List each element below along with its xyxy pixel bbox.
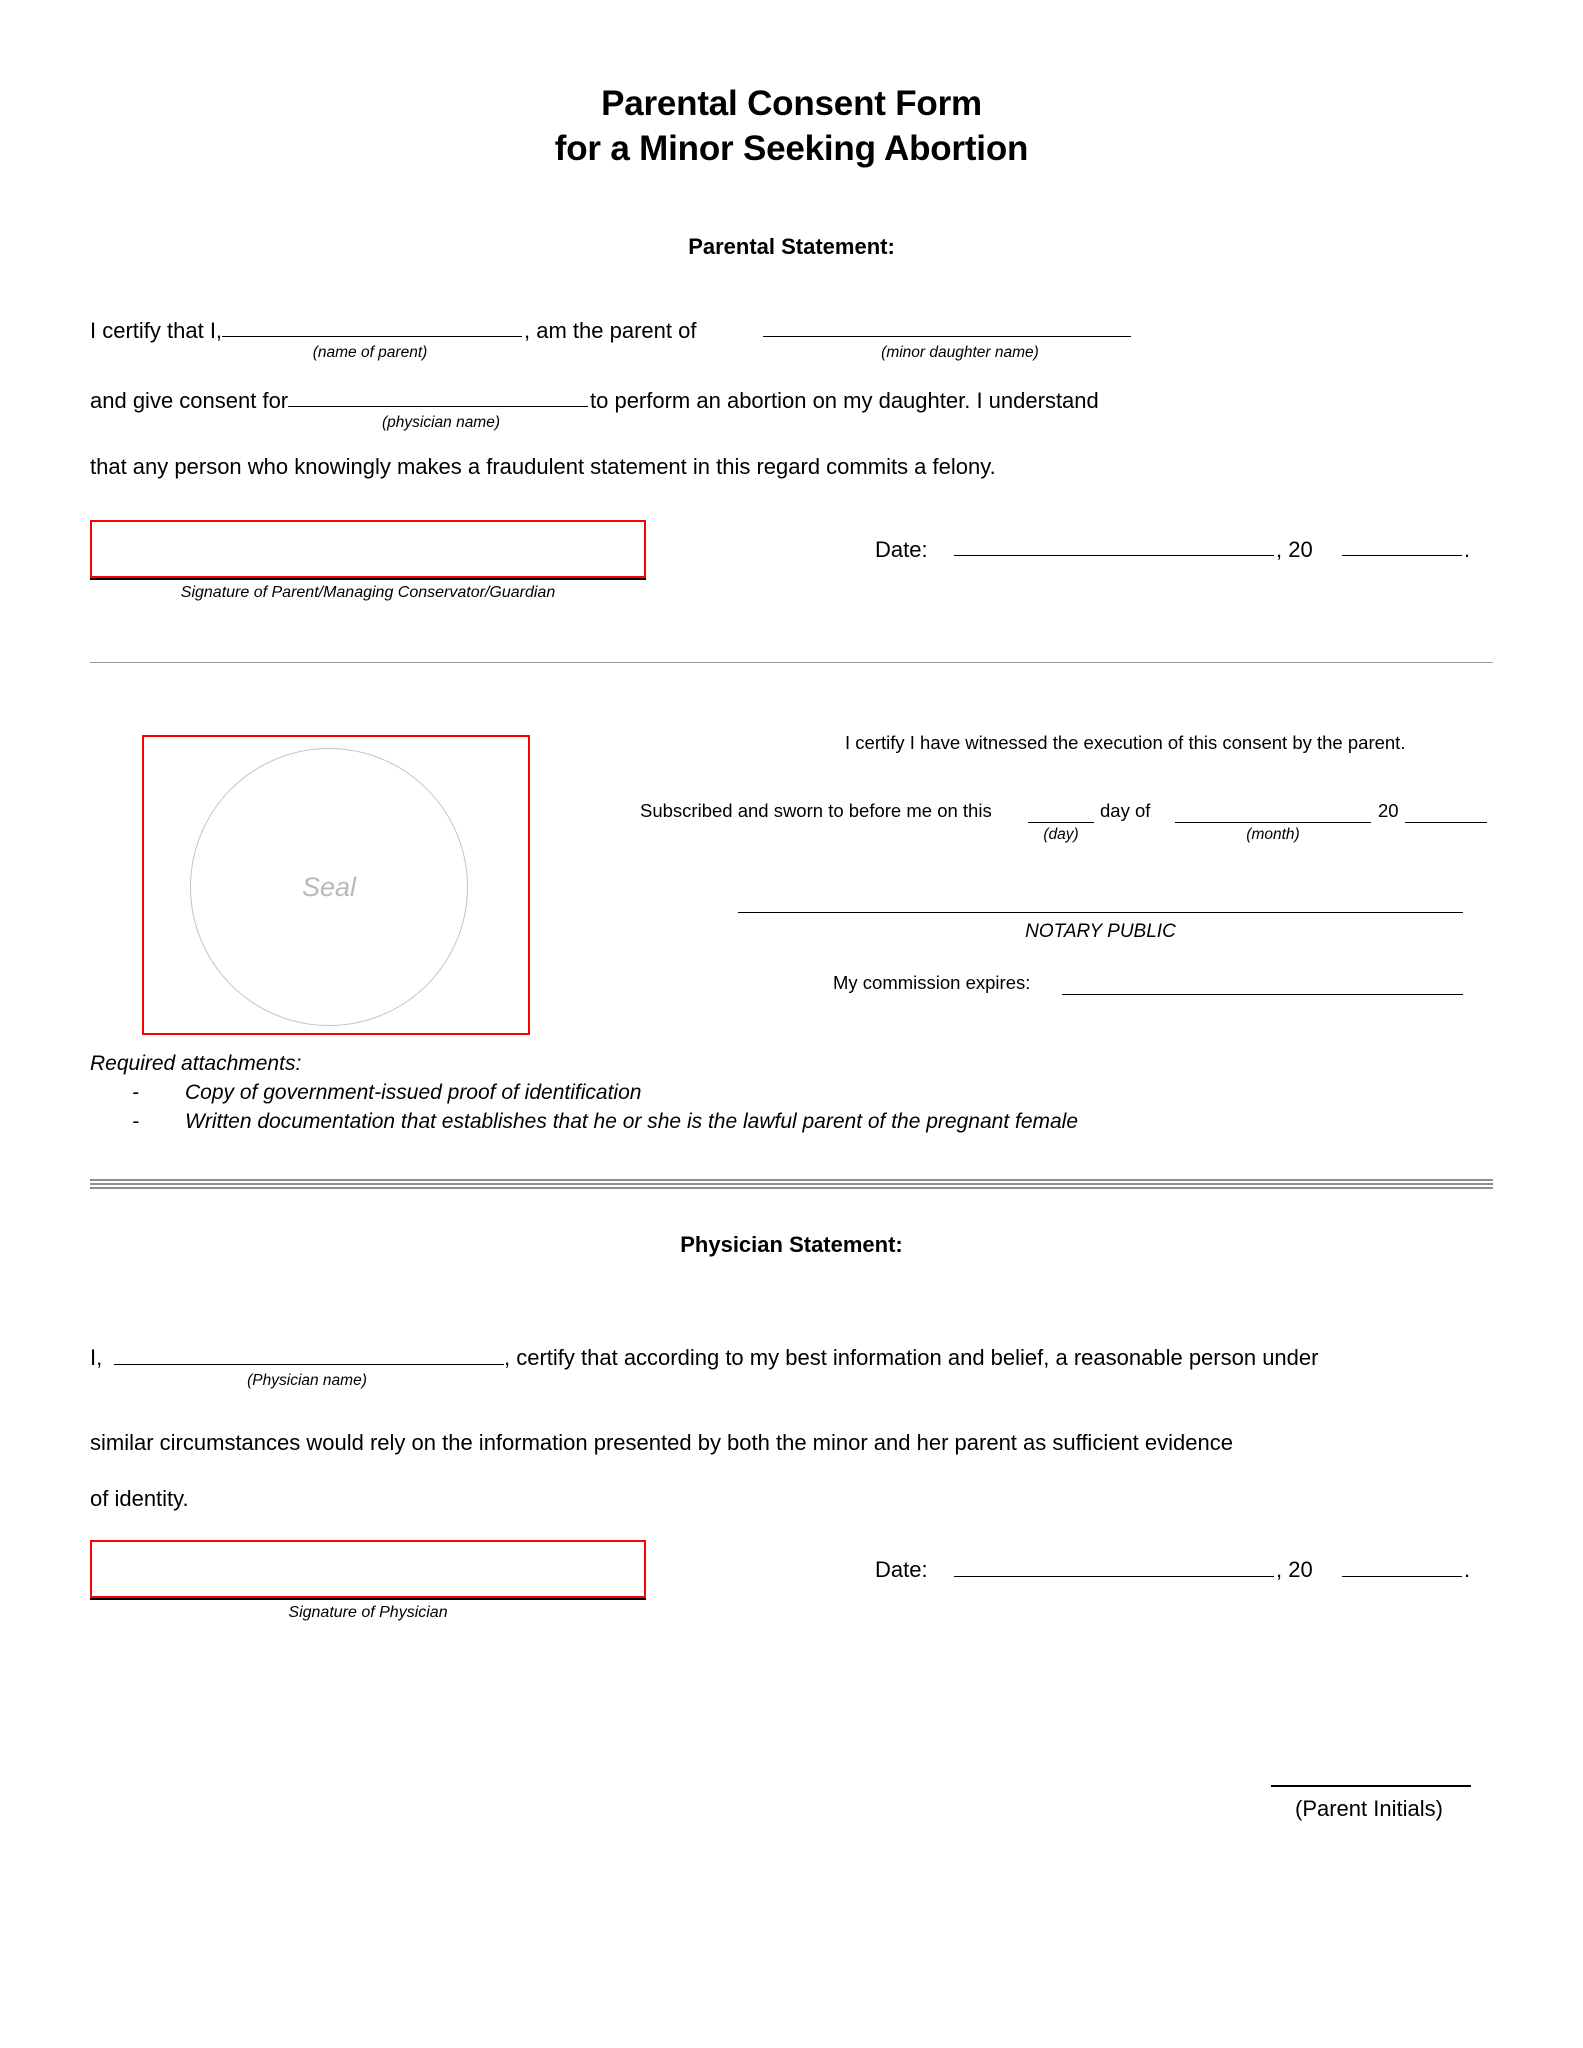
physician-line-2: similar circumstances would rely on the information presented by both the minor and her parent as sufficient evidence — [90, 1430, 1233, 1455]
physician-statement-name-input[interactable] — [114, 1347, 504, 1365]
notary-public-label: NOTARY PUBLIC — [1025, 921, 1176, 942]
notary-seal-circle — [190, 748, 468, 1026]
notary-month-input[interactable] — [1175, 822, 1371, 823]
parent-date-year-input[interactable] — [1342, 539, 1462, 557]
parental-line-2-suffix: to perform an abortion on my daughter. I understand — [590, 387, 1099, 413]
parent-date-period: . — [1464, 536, 1471, 562]
caption-day: (day) — [1043, 826, 1079, 843]
attachment-dash-0: - — [132, 1081, 139, 1104]
divider-line-1 — [90, 1179, 1493, 1181]
physician-date-year-input[interactable] — [1342, 1559, 1462, 1577]
physician-date-input[interactable] — [954, 1559, 1274, 1577]
notary-sworn-prefix: Subscribed and sworn to before me on this — [640, 800, 992, 821]
parent-signature-field[interactable] — [90, 520, 646, 578]
notary-commission-label: My commission expires: — [833, 972, 1031, 993]
minor-daughter-name-input[interactable] — [763, 320, 1131, 338]
title-line-1: Parental Consent Form — [601, 84, 982, 123]
physician-signature-caption: Signature of Physician — [288, 1604, 448, 1621]
parent-initials-input[interactable] — [1271, 1785, 1471, 1787]
notary-year-input[interactable] — [1405, 822, 1487, 823]
parent-signature-caption: Signature of Parent/Managing Conservator/Guardian — [180, 583, 556, 601]
parental-line-2-prefix: and give consent for — [90, 387, 289, 413]
parental-felony-statement: that any person who knowingly makes a fraudulent statement in this regard commits a felony. — [90, 453, 996, 479]
page-title — [90, 0, 1493, 172]
physician-line-3: of identity. — [90, 1486, 189, 1511]
parent-date-year-prefix: , 20 — [1276, 536, 1313, 562]
parental-line-3-row — [90, 450, 1493, 514]
attachments-title: Required attachments: — [90, 1052, 302, 1075]
notary-signature-input[interactable] — [738, 912, 1463, 913]
physician-signature-field[interactable] — [90, 1540, 646, 1598]
divider-line-3 — [90, 1187, 1493, 1189]
seal-label: Seal — [301, 871, 357, 902]
parental-line-2-row — [90, 384, 1493, 450]
physician-line-1-prefix: I, — [90, 1345, 103, 1370]
parental-line-1-prefix: I certify that I, — [90, 317, 223, 343]
attachment-item-0: Copy of government-issued proof of identification — [185, 1081, 642, 1104]
notary-witness-statement: I certify I have witnessed the execution of this consent by the parent. — [845, 732, 1406, 753]
section-divider-thin — [90, 662, 1493, 663]
notary-sworn-middle: day of — [1100, 800, 1151, 821]
caption-physician-name-2: (Physician name) — [247, 1372, 367, 1389]
physician-name-input[interactable] — [288, 390, 588, 408]
caption-month: (month) — [1246, 826, 1300, 843]
parent-date-input[interactable] — [954, 539, 1274, 557]
caption-physician-name: (physician name) — [381, 413, 501, 431]
parental-signature-row — [90, 514, 1493, 624]
physician-signature-underline — [90, 1598, 646, 1600]
section-divider-triple — [90, 1179, 1493, 1189]
physician-date-year-prefix: , 20 — [1276, 1557, 1313, 1582]
name-of-parent-input[interactable] — [222, 320, 522, 338]
parental-line-1-middle: , am the parent of — [524, 317, 697, 343]
notary-commission-input[interactable] — [1062, 994, 1463, 995]
parent-initials-label: (Parent Initials) — [1295, 1796, 1443, 1821]
divider-line-2 — [90, 1183, 1493, 1185]
physician-line-1-suffix: , certify that according to my best information and belief, a reasonable person under — [504, 1345, 1319, 1370]
parental-statement-heading: Parental Statement: — [688, 233, 895, 259]
parental-line-1-row — [90, 312, 1493, 384]
physician-date-period: . — [1464, 1557, 1471, 1582]
attachment-item-1: Written documentation that establishes that he or she is the lawful parent of the pregnant female — [185, 1110, 1079, 1133]
parent-date-label: Date: — [875, 536, 928, 562]
parent-signature-underline — [90, 578, 646, 580]
physician-date-label: Date: — [875, 1557, 928, 1582]
notary-day-input[interactable] — [1028, 822, 1094, 823]
title-line-2: for a Minor Seeking Abortion — [554, 128, 1029, 168]
caption-minor-daughter-name: (minor daughter name) — [881, 343, 1039, 361]
physician-statement-heading: Physician Statement: — [680, 1232, 903, 1257]
notary-sworn-year-prefix: 20 — [1378, 800, 1399, 821]
attachment-dash-1: - — [132, 1110, 139, 1133]
caption-name-of-parent: (name of parent) — [312, 343, 428, 361]
